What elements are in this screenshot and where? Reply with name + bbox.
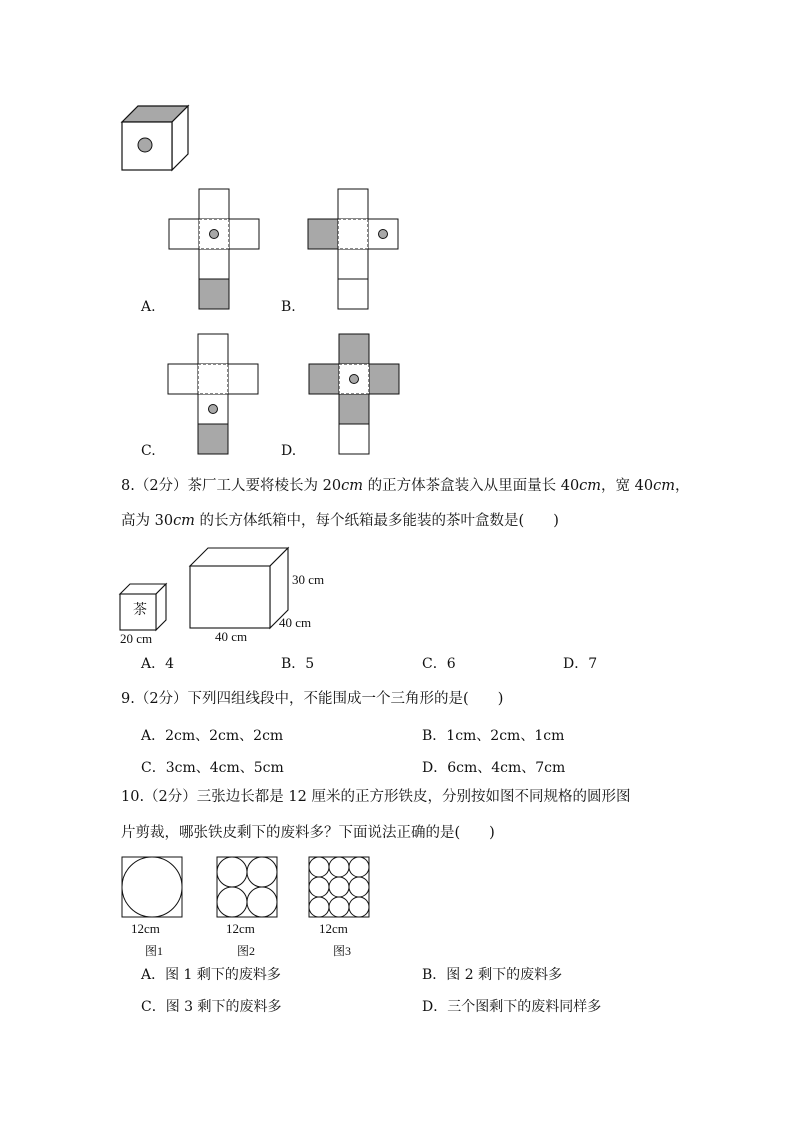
net-b-shaded-face xyxy=(308,219,338,249)
carton-figure xyxy=(188,546,290,630)
q9-text: 9.（2分）下列四组线段中，不能围成一个三角形的是( ) xyxy=(121,691,504,707)
q7-option-a[interactable]: A. xyxy=(141,299,156,315)
figure-1-one-circle xyxy=(121,856,183,918)
figure-1-size: 12cm xyxy=(131,921,160,936)
q10-option-a[interactable]: A．图 1 剩下的废料多 xyxy=(141,967,281,983)
net-a-shaded-face xyxy=(199,279,229,309)
carton-height-label: 30 cm xyxy=(292,572,325,587)
q9-option-c[interactable]: C．3cm、4cm、5cm xyxy=(141,760,284,776)
q8-option-a[interactable]: A．4 xyxy=(141,656,175,672)
q10-option-c[interactable]: C．图 3 剩下的废料多 xyxy=(141,999,282,1015)
q9-option-a[interactable]: A．2cm、2cm、2cm xyxy=(141,728,284,744)
net-c-dot xyxy=(209,405,218,414)
reference-cube-figure xyxy=(118,102,190,172)
q8-option-c[interactable]: C．6 xyxy=(422,656,456,672)
q10-option-d[interactable]: D．三个图剩下的废料同样多 xyxy=(422,999,602,1015)
tea-box-label: 茶 xyxy=(133,602,147,618)
net-option-a xyxy=(168,188,262,312)
net-option-d xyxy=(308,333,402,457)
net-a-dot xyxy=(210,230,219,239)
figure-2-size: 12cm xyxy=(226,921,255,936)
q8-option-d[interactable]: D．7 xyxy=(563,656,598,672)
q7-option-b[interactable]: B. xyxy=(281,299,296,315)
carton-depth-label: 40 cm xyxy=(279,615,312,630)
q8-line-2: 高为 30cm 的长方体纸箱中，每个纸箱最多能装的茶叶盒数是( ) xyxy=(121,513,559,529)
q7-option-c[interactable]: C. xyxy=(141,443,156,459)
q9-option-d[interactable]: D．6cm、4cm、7cm xyxy=(422,760,566,776)
carton-width-label: 40 cm xyxy=(215,629,248,644)
q7-option-d[interactable]: D. xyxy=(281,443,297,459)
q10-line-1: 10.（2分）三张边长都是 12 厘米的正方形铁皮，分别按如图不同规格的圆形图 xyxy=(121,789,631,805)
q9-option-b[interactable]: B．1cm、2cm、1cm xyxy=(422,728,565,744)
net-d-dot xyxy=(350,375,359,384)
net-option-b xyxy=(307,188,401,312)
net-c-shaded-face xyxy=(198,424,228,454)
net-option-c xyxy=(167,333,261,457)
cube-front-dot xyxy=(138,138,152,152)
figure-3-caption: 图3 xyxy=(333,944,352,958)
figure-1-caption: 图1 xyxy=(145,944,164,958)
net-b-dot xyxy=(379,230,388,239)
figure-2-four-circles xyxy=(216,856,278,918)
q8-option-b[interactable]: B．5 xyxy=(281,656,315,672)
figure-3-nine-circles xyxy=(308,856,370,918)
q10-line-2: 片剪裁，哪张铁皮剩下的废料多？下面说法正确的是( ) xyxy=(121,825,495,841)
q10-option-b[interactable]: B．图 2 剩下的废料多 xyxy=(422,967,563,983)
figure-3-size: 12cm xyxy=(319,921,348,936)
tea-box-size-label: 20 cm xyxy=(120,631,153,646)
q8-line-1: 8.（2分）茶厂工人要将棱长为 20cm 的正方体茶盒装入从里面量长 40cm，宽 40cm， xyxy=(121,478,690,494)
figure-2-caption: 图2 xyxy=(237,944,256,958)
